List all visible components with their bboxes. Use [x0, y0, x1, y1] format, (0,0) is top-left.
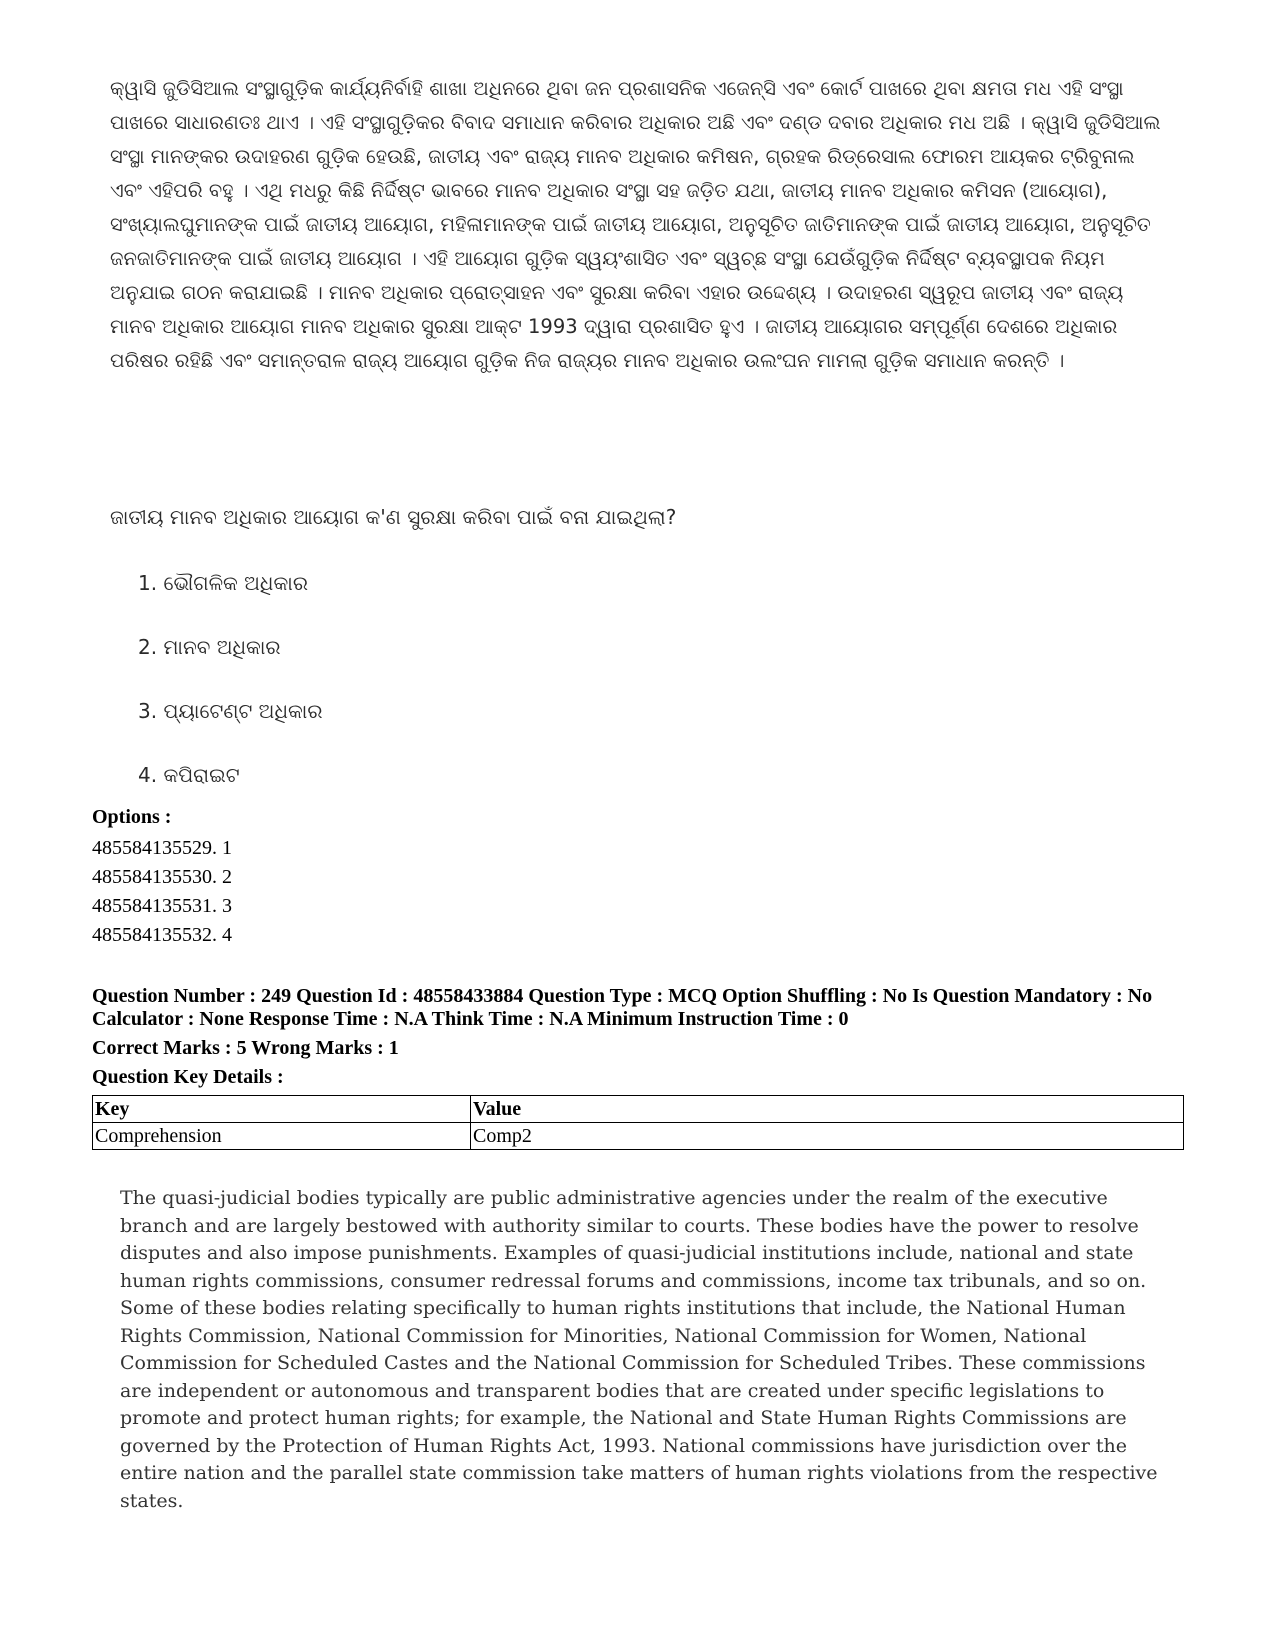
- odia-question: ଜାତୀୟ ମାନବ ଅଧିକାର ଆୟୋଗ କ'ଣ ସୁରକ୍ଷା କରିବା ପାଇଁ ବନା ଯାଇଥିଲା?: [110, 505, 677, 529]
- question-info: Question Number : 249 Question Id : 48558433884 Question Type : MCQ Option Shuffling : No Is Question Mandatory : No Calculator : None Response Time : N.A Think Time : N.A Minimum Instruction Time : 0: [92, 985, 1153, 1030]
- table-header-row: [93, 1096, 1184, 1123]
- choice-item: 3. ପ୍ୟାଟେଣ୍ଟ ଅଧିକାର: [138, 699, 323, 723]
- cell-value: Comp2: [471, 1123, 1184, 1150]
- option-ids: [92, 834, 232, 950]
- header-value: Value: [471, 1096, 1184, 1123]
- option-id: 485584135530. 2: [92, 866, 232, 888]
- option-id: 485584135532. 4: [92, 924, 232, 946]
- choice-item: 2. ମାନବ ଅଧିକାର: [138, 635, 281, 659]
- answer-choices: [138, 568, 323, 824]
- key-details-label: Question Key Details :: [92, 1066, 284, 1088]
- choice-item: 4. କପିରାଇଟ: [138, 763, 240, 787]
- table-row: [93, 1123, 1184, 1150]
- odia-passage: କ୍ୱାସି ଜୁଡିସିଆଲ ସଂସ୍ଥାଗୁଡ଼ିକ କାର୍ଯ୍ୟନିର୍ବାହି ଶାଖା ଅଧିନରେ ଥିବା ଜନ ପ୍ରଶାସନିକ ଏଜେନ୍ସି ଏବଂ କୋର୍ଟ ପାଖରେ ଥିବା କ୍ଷମତା ମଧ ଏହି ସଂସ୍ଥା ପାଖରେ ସାଧାରଣତଃ ଥାଏ । ଏହି ସଂସ୍ଥାଗୁଡ଼ିକର ବିବାଦ ସମାଧାନ କରିବାର ଅଧିକାର ଅଛି ଏବଂ ଦଣ୍ଡ ଦବାର ଅଧିକାର ମଧ ଅଛି । କ୍ୱାସି ଜୁଡିସିଆଲ ସଂସ୍ଥା ମାନଙ୍କର ଉଦାହରଣ ଗୁଡ଼ିକ ହେଉଛି, ଜାତୀୟ ଏବଂ ରାଜ୍ୟ ମାନବ ଅଧିକାର କମିଷନ, ଗ୍ରହକ ରିଡ୍ରେସାଲ ଫୋରମ ଆୟକର ଟ୍ରିବୁନାଲ ଏବଂ ଏହିପରି ବହୁ । ଏଥି ମଧରୁ କିଛି ନିର୍ଦ୍ଦିଷ୍ଟ ଭାବରେ ମାନବ ଅଧିକାର ସଂସ୍ଥା ସହ ଜଡ଼ିତ ଯଥା, ଜାତୀୟ ମାନବ ଅଧିକାର କମିସନ (ଆୟୋଗ), ସଂଖ୍ୟାଲଘୁମାନଙ୍କ ପାଇଁ ଜାତୀୟ ଆୟୋଗ, ମହିଳାମାନଙ୍କ ପାଇଁ ଜାତୀୟ ଆୟୋଗ, ଅନୁସୂଚିତ ଜାତିମାନଙ୍କ ପାଇଁ ଜାତୀୟ ଆୟୋଗ, ଅନୁସୂଚିତ ଜନଜାତିମାନଙ୍କ ପାଇଁ ଜାତୀୟ ଆୟୋଗ । ଏହି ଆୟୋଗ ଗୁଡ଼ିକ ସ୍ୱୟଂଶାସିତ ଏବଂ ସ୍ୱଚ୍ଛ ସଂସ୍ଥା ଯେଉଁଗୁଡ଼ିକ ନିର୍ଦ୍ଦିଷ୍ଟ ବ୍ୟବସ୍ଥାପକ ନିୟମ ଅନୁଯାଇ ଗଠନ କରାଯାଇଛି । ମାନବ ଅଧିକାର ପ୍ରୋତ୍ସାହନ ଏବଂ ସୁରକ୍ଷା କରିବା ଏହାର ଉଦ୍ଦେଶ୍ୟ । ଉଦାହରଣ ସ୍ୱରୂପ ଜାତୀୟ ଏବଂ ରାଜ୍ୟ ମାନବ ଅଧିକାର ଆୟୋଗ ମାନବ ଅଧିକାର ସୁରକ୍ଷା ଆକ୍ଟ 1993 ଦ୍ୱାରା ପ୍ରଶାସିତ ହୁଏ । ଜାତୀୟ ଆୟୋଗର ସମ୍ପୂର୍ଣ୍ଣ ଦେଶରେ ଅଧିକାର ପରିଷର ରହିଛି ଏବଂ ସମାନ୍ତରାଳ ରାଜ୍ୟ ଆୟୋଗ ଗୁଡ଼ିକ ନିଜ ରାଜ୍ୟର ମାନବ ଅଧିକାର ଉଲଂଘନ ମାମଲା ଗୁଡ଼ିକ ସମାଧାନ କରନ୍ତି ।: [110, 77, 1161, 372]
- option-id: 485584135529. 1: [92, 837, 232, 859]
- marks-info: Correct Marks : 5 Wrong Marks : 1: [92, 1037, 399, 1059]
- choice-item: 1. ଭୌଗଳିକ ଅଧିକାର: [138, 571, 308, 595]
- key-details-table: [92, 1095, 1184, 1150]
- options-label: Options :: [92, 806, 172, 828]
- header-key: Key: [93, 1096, 471, 1123]
- option-id: 485584135531. 3: [92, 895, 232, 917]
- cell-key: Comprehension: [93, 1123, 471, 1150]
- english-passage: The quasi-judicial bodies typically are public administrative agencies under the realm of the executive branch and are largely bestowed with authority similar to courts. These bodies have the power to resolve disputes and also impose punishments. Examples of quasi-judicial institutions include, national and state human rights commissions, consumer redressal forums and commissions, income tax tribunals, and so on. Some of these bodies relating specifically to human rights institutions that include, the National Human Rights Commission, National Commission for Minorities, National Commission for Women, National Commission for Scheduled Castes and the National Commission for Scheduled Tribes. These commissions are independent or autonomous and transparent bodies that are created under specific legislations to promote and protect human rights; for example, the National and State Human Rights Commissions are governed by the Protection of Human Rights Act, 1993. National commissions have jurisdiction over the entire nation and the parallel state commission take matters of human rights violations from the respective states.: [120, 1187, 1158, 1512]
